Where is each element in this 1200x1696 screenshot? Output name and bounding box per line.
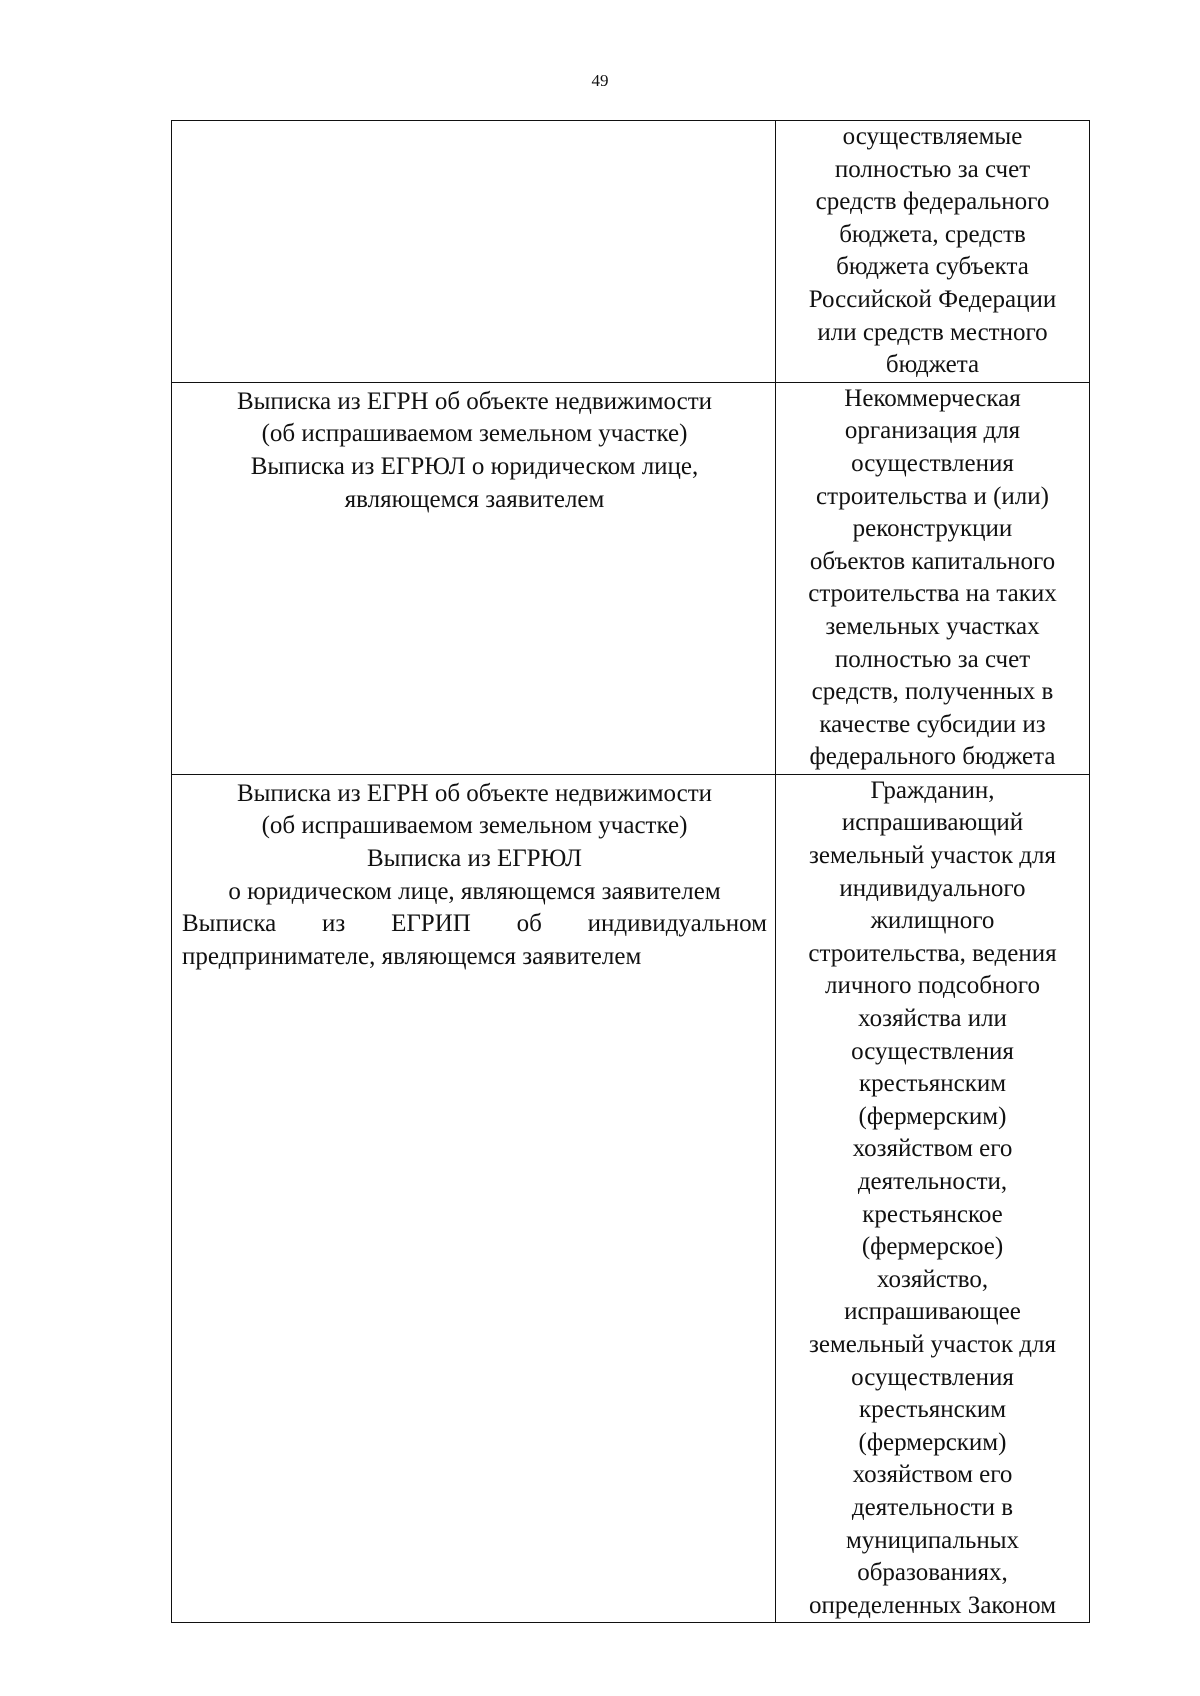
text-line: определенных Законом [808,1591,1057,1619]
text-line: личного подсобного [825,972,1040,1000]
text-line: бюджета субъекта [836,253,1029,281]
applicant-text [776,383,1089,774]
document-line: о юридическом лице, являющемся заявителем [228,877,721,905]
document-line: (об испрашиваемом земельном участке) [261,420,688,448]
documents-cell [172,774,776,1622]
text-line: средств федерального [815,188,1050,216]
text-line: организация для [844,417,1021,445]
document-line: Выписка из ЕГРН об объекте недвижимости [236,779,713,807]
text-line: крестьянским [858,1070,1007,1098]
text-line: (фермерское) [861,1233,1004,1261]
text-line: (фермерским) [858,1428,1007,1456]
text-line: Гражданин, [870,776,995,804]
text-line: бюджета [885,351,980,379]
document-line: являющемся заявителем [344,485,605,513]
text-line: деятельности, [857,1168,1008,1195]
text-line: качестве субсидии из [819,710,1046,738]
document-line: (об испрашиваемом земельном участке) [261,812,688,840]
text-line: индивидуального [839,874,1026,902]
text-line: Российской Федерации [808,285,1057,313]
text-line: полностью за счет [834,155,1031,183]
text-line: осуществления [851,449,1014,477]
text-line: крестьянское [862,1200,1003,1228]
text-line: бюджета, средств [839,220,1026,248]
document-line: Выписка из ЕГРЮЛ о юридическом лице, [250,452,699,480]
text-line: объектов капитального [809,547,1056,575]
table-row [172,774,1090,1622]
text-line: осуществляемые [842,123,1023,150]
applicant-cell [776,121,1090,383]
text-line: осуществления [851,1037,1014,1065]
text-line: хозяйством его [852,1461,1013,1489]
text-line: строительства и (или) [816,482,1049,510]
text-line: хозяйство, [876,1265,989,1293]
text-line: деятельности в [851,1493,1014,1521]
text-line: испрашивающий [841,809,1024,837]
text-line: федерального бюджета [809,743,1056,771]
text-line: хозяйства или [858,1005,1007,1033]
text-line: крестьянским [858,1396,1007,1424]
documents-cell [172,382,776,774]
document-line: Выписка из ЕГРЮЛ [367,845,582,873]
text-line: (фермерским) [858,1102,1007,1130]
applicant-text [776,775,1089,1622]
text-line: осуществления [851,1363,1014,1391]
text-line: строительства, ведения [808,939,1057,967]
text-line: хозяйством его [852,1135,1013,1163]
applicant-cell [776,774,1090,1622]
page-number: 49 [591,71,609,90]
text-line: земельный участок для [808,842,1057,870]
documents-table [171,120,1090,1623]
documents-list [172,775,775,974]
text-line: муниципальных [845,1526,1020,1554]
text-line: земельных участках [825,612,1040,640]
text-line: образованиях, [857,1559,1008,1587]
document-line: Выписка из ЕГРН об объекте недвижимости [236,387,713,415]
text-line: земельный участок для [808,1330,1057,1358]
text-line: или средств местного [817,318,1048,346]
text-line: жилищного [870,907,995,935]
applicant-cell [776,382,1090,774]
documents-list [172,383,775,516]
text-line: полностью за счет [834,645,1031,673]
documents-cell [172,121,776,383]
text-line: средств, полученных в [811,678,1054,706]
table-row [172,382,1090,774]
applicant-text [776,121,1089,382]
text-line: Некоммерческая [844,384,1021,412]
document-line: предпринимателе, являющемся заявителем [182,942,642,970]
text-line: строительства на таких [808,580,1057,608]
text-line: реконструкции [852,515,1013,543]
document-line: Выписка из ЕГРИП об индивидуальном [182,910,767,938]
documents-list [172,121,775,124]
table-row [172,121,1090,383]
text-line: испрашивающее [844,1298,1021,1326]
